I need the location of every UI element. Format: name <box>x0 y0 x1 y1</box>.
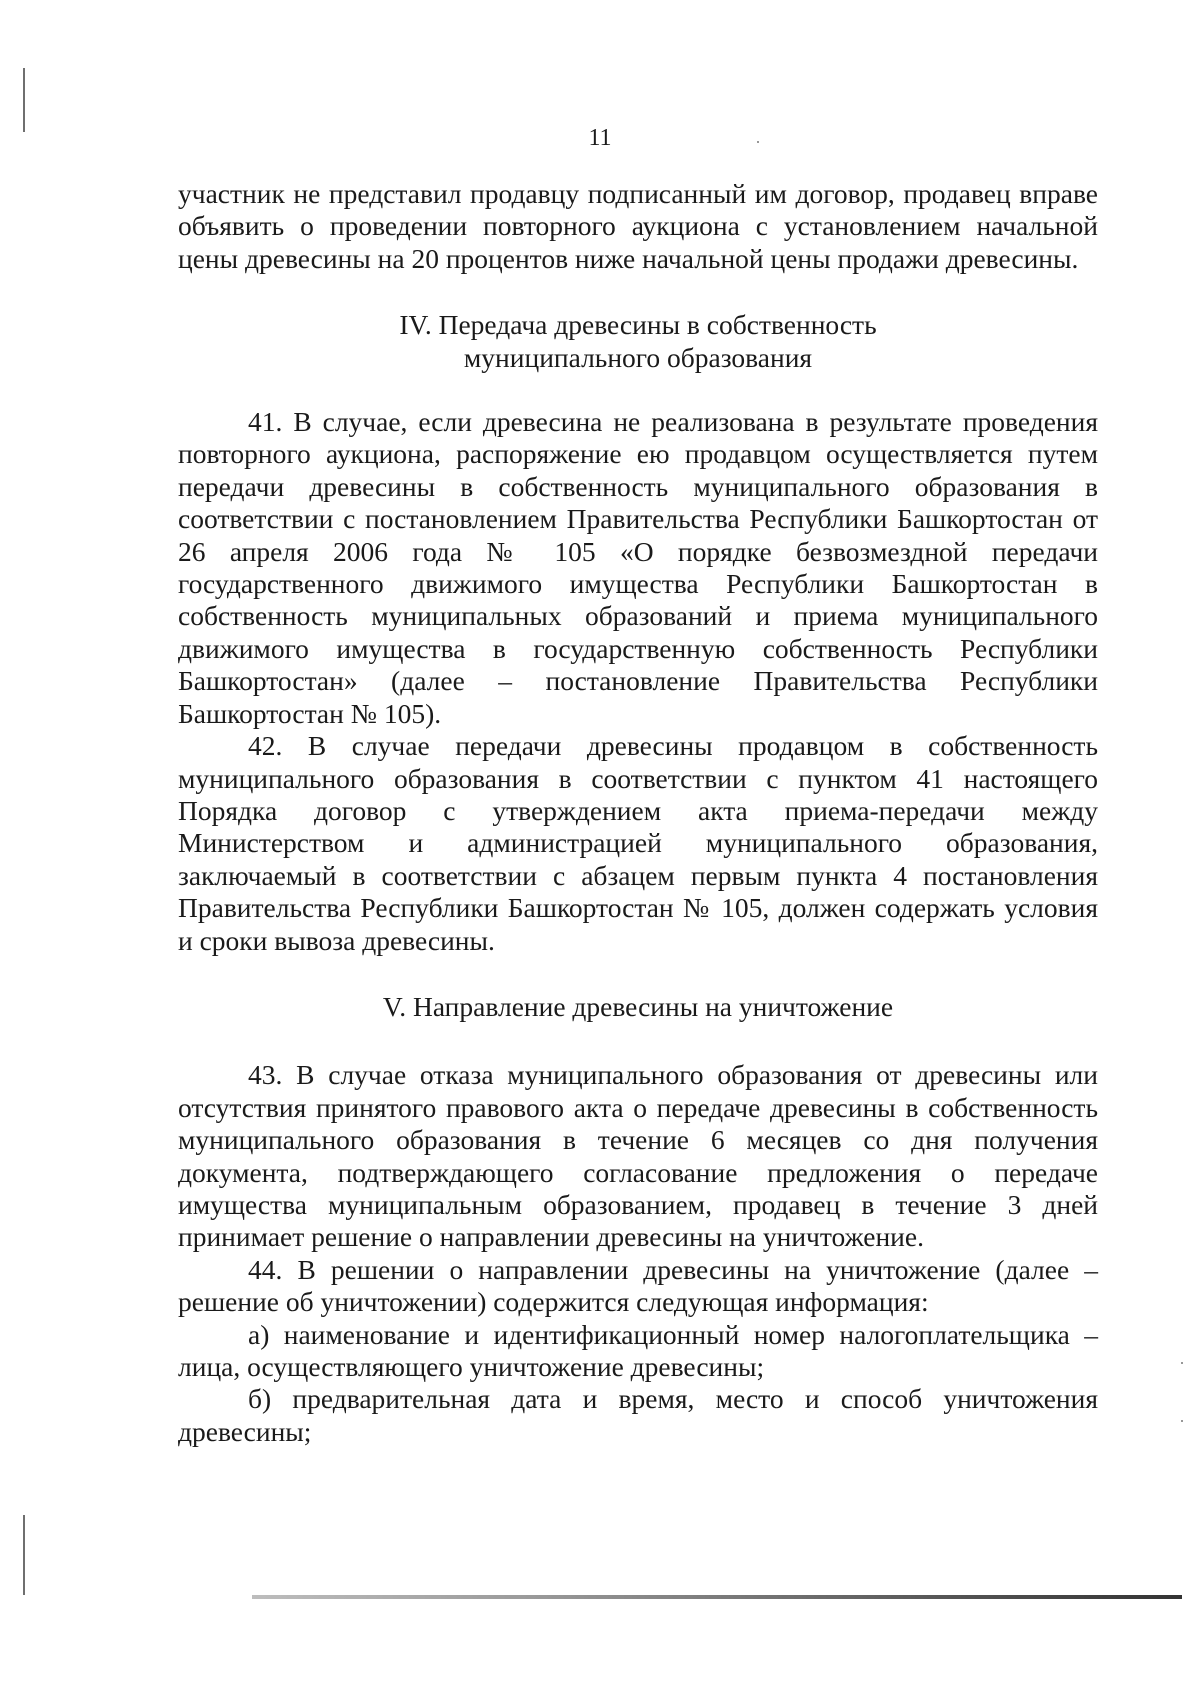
document-body <box>178 178 1098 1448</box>
page-number: 11 <box>588 125 612 151</box>
paragraph-43: 43. В случае отказа муниципального образования от древесины или отсутствия принятого правового акта о передаче древесины в собственность муниципального образования в течение 6 месяцев со дня получения документа, подтверждающего согласование предложения о передаче имущества муниципальным образованием, продавец в течение 3 дней принимает решение о направлении древесины на уничтожение. <box>178 1059 1098 1253</box>
section-iv-title-line2: муниципального образования <box>463 341 813 373</box>
section-iv-title-line1: IV. Передача древесины в собственность <box>399 309 877 341</box>
paragraph-41: 41. В случае, если древесина не реализована в результате проведения повторного аукциона, распоряжение ею продавцом осуществляется путем передачи древесины в собственность муниципального образования в соответствии с постановлением Правительства Республики Башкортостан от 26 апреля 2006 года № 105 «О порядке безвозмездной передачи государственного движимого имущества Республики Башкортостан в собственность муниципальных образований и приема муниципального движимого имущества в государственную собственность Республики Башкортостан» (далее – постановление Правительства Республики Башкортостан № 105). <box>178 406 1098 729</box>
paragraph-42: 42. В случае передачи древесины продавцом в собственность муниципального образования в соответствии с пунктом 41 настоящего Порядка договор с утверждением акта приема-передачи между Министерством и администрацией муниципального образования, заключаемый в соответствии с абзацем первым пункта 4 постановления Правительства Республики Башкортостан № 105, должен содержать условия и сроки вывоза древесины. <box>178 730 1098 956</box>
scan-margin-line-top <box>23 68 25 132</box>
list-item-a: а) наименование и идентификационный номер налогоплательщика – лица, осуществляющего уничтожение древесины; <box>178 1318 1098 1382</box>
paragraph-continuation: участник не представил продавцу подписанный им договор, продавец вправе объявить о проведении повторного аукциона с установлением начальной цены древесины на 20 процентов ниже начальной цены продажи древесины. <box>178 178 1098 274</box>
list-item-b: б) предварительная дата и время, место и способ уничтожения древесины; <box>178 1383 1098 1447</box>
scan-speck <box>1181 1420 1183 1422</box>
scan-speck <box>1181 1362 1183 1364</box>
section-iv-heading <box>178 309 1098 374</box>
paragraph-44: 44. В решении о направлении древесины на уничтожение (далее – решение об уничтожении) содержится следующая информация: <box>178 1253 1098 1318</box>
scan-bottom-edge <box>252 1595 1182 1599</box>
scan-margin-line-bottom <box>23 1515 25 1595</box>
section-v-heading: V. Направление древесины на уничтожение <box>382 990 894 1022</box>
